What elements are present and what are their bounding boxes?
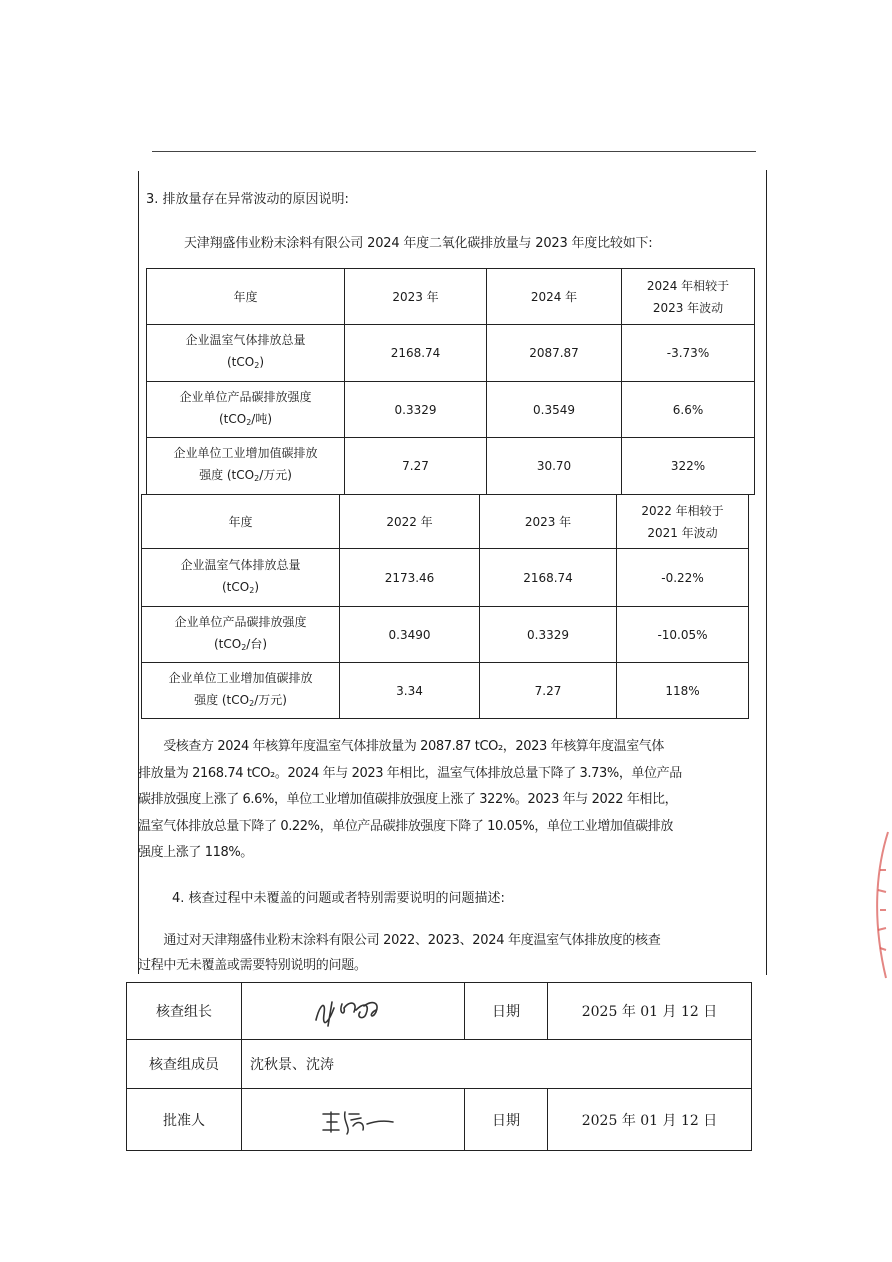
header-rule: [152, 151, 756, 152]
value-cell: 0.3549: [487, 382, 622, 438]
value-cell: 0.3329: [480, 607, 617, 663]
date-label: 日期: [465, 983, 548, 1040]
comparison-intro: 天津翔盛伟业粉末涂料有限公司 2024 年度二氧化碳排放量与 2023 年度比较如下:: [184, 236, 653, 251]
change-cell: -0.22%: [617, 549, 749, 607]
approver-signature: [242, 1089, 465, 1151]
header-col-1: 2022 年: [340, 495, 480, 549]
paragraph-line: 碳排放强度上涨了 6.6%，单位工业增加值碳排放强度上涨了 322%。2023 年与 2022 年相比，: [138, 792, 678, 807]
section-4-heading: 4. 核查过程中未覆盖的问题或者特别需要说明的问题描述:: [172, 891, 505, 906]
date-value: 2025 年 01 月 12 日: [548, 1089, 752, 1151]
row-label: 企业单位产品碳排放强度 (tCO$_2$/吨): [147, 382, 345, 438]
header-col-2: 2023 年: [480, 495, 617, 549]
approver-row: [127, 1089, 752, 1151]
members-row: [127, 1040, 752, 1089]
leader-signature: [242, 983, 465, 1040]
value-cell: 7.27: [480, 663, 617, 719]
value-cell: 30.70: [487, 438, 622, 495]
paragraph-line: 受核查方 2024 年核算年度温室气体排放量为 2087.87 tCO₂，2023 年核算年度温室气体: [138, 739, 665, 754]
header-col-2: 2024 年: [487, 269, 622, 325]
frame-right-border: [766, 170, 767, 975]
table-header-row: [147, 269, 755, 325]
value-cell: 0.3329: [345, 382, 487, 438]
header-year: 年度: [142, 495, 340, 549]
row-label: 企业单位工业增加值碳排放 强度 (tCO$_2$/万元): [147, 438, 345, 495]
row-label: 企业温室气体排放总量 (tCO$_2$): [142, 549, 340, 607]
table-row: [142, 549, 749, 607]
value-cell: 7.27: [345, 438, 487, 495]
date-label: 日期: [465, 1089, 548, 1151]
row-label: 企业单位工业增加值碳排放 强度 (tCO$_2$/万元): [142, 663, 340, 719]
value-cell: 2173.46: [340, 549, 480, 607]
value-cell: 2168.74: [480, 549, 617, 607]
members-label: 核查组成员: [127, 1040, 242, 1089]
table-row: [142, 607, 749, 663]
header-col-3: 2024 年相较于 2023 年波动: [622, 269, 755, 325]
header-col-1: 2023 年: [345, 269, 487, 325]
row-label: 企业单位产品碳排放强度 (tCO$_2$/台): [142, 607, 340, 663]
value-cell: 0.3490: [340, 607, 480, 663]
verification-summary-paragraph: [138, 734, 760, 867]
leader-row: [127, 983, 752, 1040]
section-3-heading: 3. 排放量存在异常波动的原因说明:: [146, 192, 349, 207]
paragraph-line: 通过对天津翔盛伟业粉末涂料有限公司 2022、2023、2024 年度温室气体排放度的核查: [138, 933, 661, 948]
change-cell: 118%: [617, 663, 749, 719]
table-header-row: [142, 495, 749, 549]
emission-table-2024-vs-2023: [146, 268, 755, 495]
leader-signature-mark: [298, 990, 408, 1032]
date-value: 2025 年 01 月 12 日: [548, 983, 752, 1040]
paragraph-line: 温室气体排放总量下降了 0.22%，单位产品碳排放强度下降了 10.05%，单位工业增加值碳排放: [138, 818, 673, 834]
row-label: 企业温室气体排放总量 (tCO$_2$): [147, 325, 345, 382]
paragraph-line: 强度上涨了 118%。: [138, 845, 253, 860]
value-cell: 2168.74: [345, 325, 487, 382]
table-row: [142, 663, 749, 719]
change-cell: -10.05%: [617, 607, 749, 663]
value-cell: 3.34: [340, 663, 480, 719]
paragraph-line: 排放量为 2168.74 tCO₂。2024 年与 2023 年相比，温室气体排放总量下降了 3.73%，单位产品: [138, 765, 682, 781]
table-row: [147, 325, 755, 382]
red-seal-stamp-edge: [858, 830, 892, 980]
uncovered-issues-paragraph: [138, 928, 760, 978]
paragraph-line: 过程中无未覆盖或需要特别说明的问题。: [138, 958, 367, 973]
approver-signature-mark: [293, 1100, 413, 1140]
approver-label: 批准人: [127, 1089, 242, 1151]
table-row: [147, 438, 755, 495]
leader-label: 核查组长: [127, 983, 242, 1040]
change-cell: 322%: [622, 438, 755, 495]
table-row: [147, 382, 755, 438]
header-col-3: 2022 年相较于 2021 年波动: [617, 495, 749, 549]
change-cell: 6.6%: [622, 382, 755, 438]
header-year: 年度: [147, 269, 345, 325]
value-cell: 2087.87: [487, 325, 622, 382]
emission-table-2023-vs-2022: [141, 494, 749, 719]
members-value: 沈秋景、沈涛: [242, 1040, 752, 1089]
change-cell: -3.73%: [622, 325, 755, 382]
signoff-table: [126, 982, 752, 1151]
